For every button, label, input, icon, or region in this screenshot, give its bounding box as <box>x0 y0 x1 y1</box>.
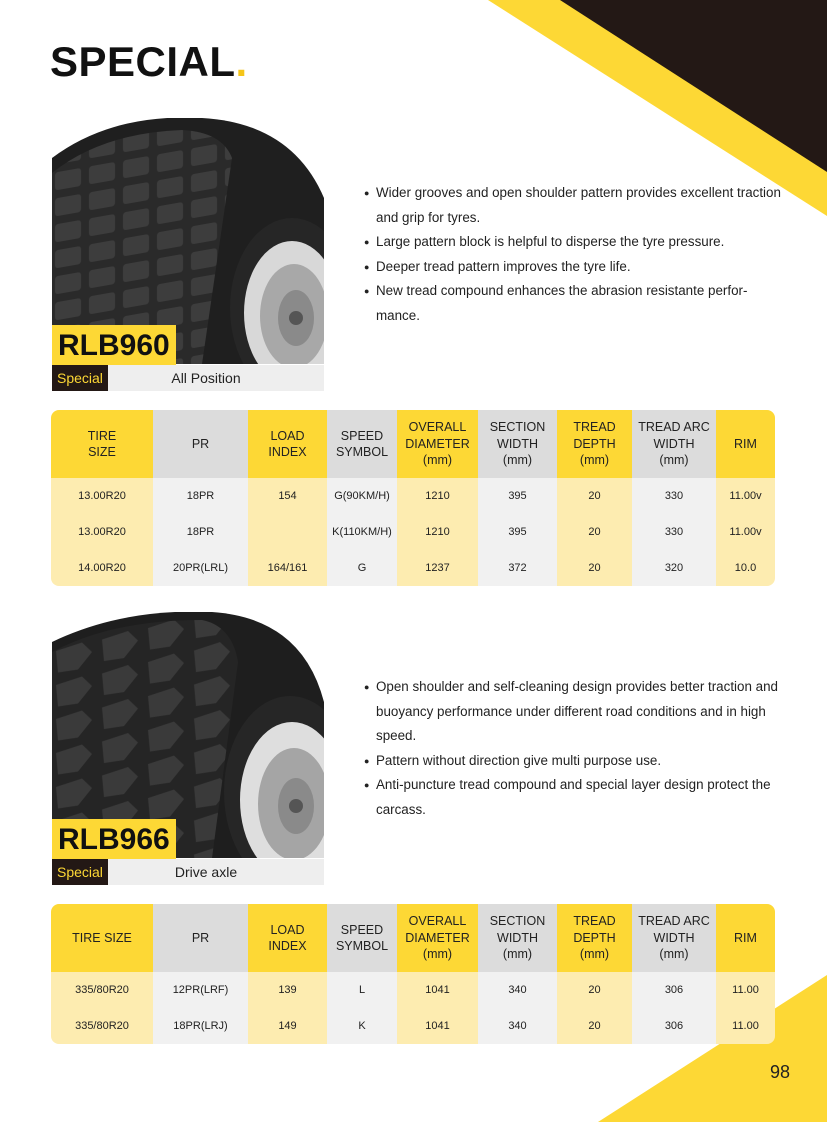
cell-speed-symbol: K(110KM/H) <box>327 514 397 550</box>
cell-rim: 11.00 <box>716 972 775 1008</box>
cell-section-width: 340 <box>478 972 557 1008</box>
cell-tread-depth: 20 <box>557 514 632 550</box>
cell-overall-diameter: 1041 <box>397 972 478 1008</box>
cell-overall-diameter: 1210 <box>397 478 478 514</box>
cell-tread-arc-width: 306 <box>632 1008 716 1044</box>
cell-tire-size: 14.00R20 <box>51 550 153 586</box>
model-name: RLB960 <box>52 325 176 365</box>
col-header-section-width: SECTION WIDTH (mm) <box>478 904 557 972</box>
cell-tread-arc-width: 306 <box>632 972 716 1008</box>
cell-rim: 11.00v <box>716 514 775 550</box>
cell-overall-diameter: 1237 <box>397 550 478 586</box>
model-tag-row <box>52 365 324 391</box>
page-title: SPECIAL. <box>50 38 248 85</box>
col-header-tire-size: TIRE SIZE <box>51 410 153 478</box>
col-header-overall-diameter: OVERALL DIAMETER (mm) <box>397 410 478 478</box>
cell-rim: 10.0 <box>716 550 775 586</box>
model-block-rlb966 <box>52 819 324 885</box>
cell-pr: 12PR(LRF) <box>153 972 248 1008</box>
cell-pr: 18PR <box>153 514 248 550</box>
cell-tread-arc-width: 330 <box>632 478 716 514</box>
table-row <box>51 514 775 550</box>
col-header-speed-symbol: SPEED SYMBOL <box>327 410 397 478</box>
cell-load-index: 149 <box>248 1008 327 1044</box>
model-block-rlb960 <box>52 325 324 391</box>
col-header-pr: PR <box>153 904 248 972</box>
col-header-section-width: SECTION WIDTH (mm) <box>478 410 557 478</box>
col-header-speed-symbol: SPEED SYMBOL <box>327 904 397 972</box>
cell-speed-symbol: L <box>327 972 397 1008</box>
col-header-tread-depth: TREAD DEPTH (mm) <box>557 410 632 478</box>
cell-section-width: 372 <box>478 550 557 586</box>
cell-pr: 18PR <box>153 478 248 514</box>
col-header-load-index: LOAD INDEX <box>248 904 327 972</box>
table-header-row <box>51 904 775 972</box>
col-header-rim: RIM <box>716 904 775 972</box>
cell-tread-depth: 20 <box>557 1008 632 1044</box>
cell-tire-size: 13.00R20 <box>51 478 153 514</box>
col-header-rim: RIM <box>716 410 775 478</box>
page-number: 98 <box>769 1062 790 1082</box>
cell-overall-diameter: 1041 <box>397 1008 478 1044</box>
cell-tire-size: 335/80R20 <box>51 1008 153 1044</box>
feature-item: ● Open shoulder and self-cleaning design provides better traction and buoyancy performance under different road conditions and in high speed. <box>364 675 784 749</box>
cell-load-index: 139 <box>248 972 327 1008</box>
model-position: Drive axle <box>108 859 324 885</box>
cell-speed-symbol: G(90KM/H) <box>327 478 397 514</box>
col-header-tread-depth: TREAD DEPTH (mm) <box>557 904 632 972</box>
col-header-tread-arc-width: TREAD ARC WIDTH (mm) <box>632 410 716 478</box>
cell-section-width: 395 <box>478 514 557 550</box>
model-category: Special <box>52 859 108 885</box>
spec-table-rlb960 <box>51 410 775 586</box>
table-row <box>51 1008 775 1044</box>
table-row <box>51 550 775 586</box>
cell-section-width: 340 <box>478 1008 557 1044</box>
cell-load-index: 154 <box>248 478 327 514</box>
cell-tread-depth: 20 <box>557 550 632 586</box>
table-header-row <box>51 410 775 478</box>
spec-table-rlb966 <box>51 904 775 1044</box>
col-header-tread-arc-width: TREAD ARC WIDTH (mm) <box>632 904 716 972</box>
col-header-pr: PR <box>153 410 248 478</box>
cell-tread-depth: 20 <box>557 478 632 514</box>
cell-tire-size: 13.00R20 <box>51 514 153 550</box>
col-header-load-index: LOAD INDEX <box>248 410 327 478</box>
feature-item: ● Pattern without direction give multi purpose use. <box>364 749 784 774</box>
model-tag-row <box>52 859 324 885</box>
feature-list-rlb966 <box>364 675 784 822</box>
feature-item: ● Deeper tread pattern improves the tyre life. <box>364 255 784 280</box>
col-header-overall-diameter: OVERALL DIAMETER (mm) <box>397 904 478 972</box>
feature-item: ● Large pattern block is helpful to disperse the tyre pressure. <box>364 230 784 255</box>
cell-speed-symbol: K <box>327 1008 397 1044</box>
table-row <box>51 478 775 514</box>
model-category: Special <box>52 365 108 391</box>
feature-item: ● New tread compound enhances the abrasion resistante perfor-mance. <box>364 279 784 328</box>
cell-section-width: 395 <box>478 478 557 514</box>
cell-rim: 11.00 <box>716 1008 775 1044</box>
col-header-tire-size: TIRE SIZE <box>51 904 153 972</box>
cell-pr: 20PR(LRL) <box>153 550 248 586</box>
feature-item: ● Anti-puncture tread compound and special layer design protect the carcass. <box>364 773 784 822</box>
cell-overall-diameter: 1210 <box>397 514 478 550</box>
table-row <box>51 972 775 1008</box>
feature-list-rlb960 <box>364 181 784 328</box>
model-name: RLB966 <box>52 819 176 859</box>
cell-pr: 18PR(LRJ) <box>153 1008 248 1044</box>
cell-tread-arc-width: 320 <box>632 550 716 586</box>
feature-item: ● Wider grooves and open shoulder pattern provides excellent traction and grip for tyres. <box>364 181 784 230</box>
cell-speed-symbol: G <box>327 550 397 586</box>
cell-tire-size: 335/80R20 <box>51 972 153 1008</box>
model-position: All Position <box>108 365 324 391</box>
cell-tread-arc-width: 330 <box>632 514 716 550</box>
cell-rim: 11.00v <box>716 478 775 514</box>
cell-load-index: 164/161 <box>248 550 327 586</box>
cell-load-index <box>248 514 327 550</box>
cell-tread-depth: 20 <box>557 972 632 1008</box>
